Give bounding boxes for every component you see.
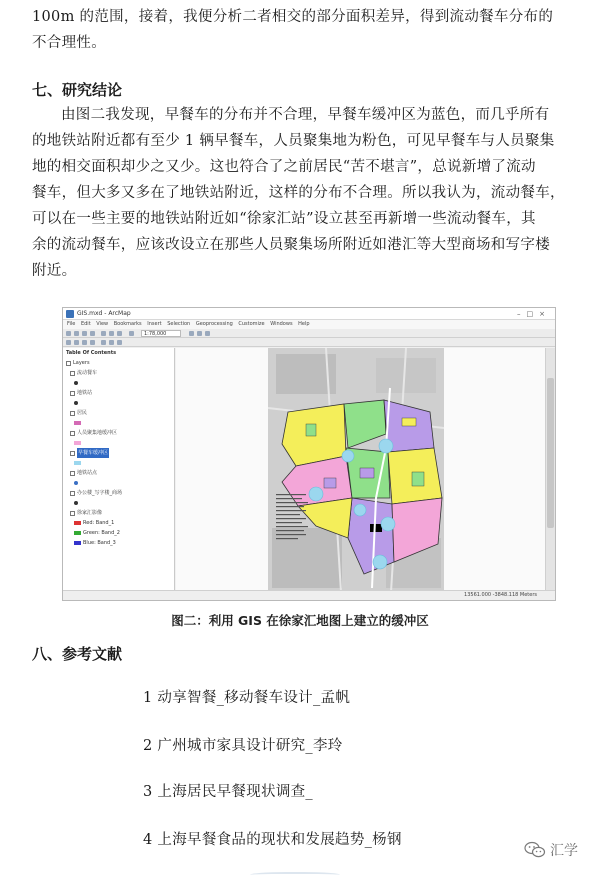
menu-file: File xyxy=(67,321,76,327)
conclusion-line: 的地铁站附近都有至少 1 辆早餐车，人员聚集地为粉色，可见早餐车与人员聚集 xyxy=(32,133,555,149)
page-bottom-decoration xyxy=(250,872,340,879)
toc-layer: 地铁站点 xyxy=(66,468,171,478)
toc-layer-selected: 早餐车缓冲区 xyxy=(66,448,171,458)
menu-customize: Customize xyxy=(238,321,265,327)
toc-band: Blue: Band_3 xyxy=(66,538,171,548)
select-features-icon xyxy=(101,340,106,345)
menu-insert: Insert xyxy=(147,321,162,327)
pan-icon xyxy=(82,340,87,345)
search-icon xyxy=(205,331,210,336)
arcmap-toolbar-2 xyxy=(63,338,555,347)
toc-symbol xyxy=(66,418,171,428)
buffer-circle xyxy=(373,555,387,569)
toc-layer: 流动餐车 xyxy=(66,368,171,378)
cut-icon xyxy=(101,331,106,336)
arcmap-window-title: GIS.mxd - ArcMap xyxy=(77,310,131,317)
section-8-heading: 八、参考文献 xyxy=(32,645,123,663)
conclusion-line: 由图二我发现，早餐车的分布并不合理，早餐车缓冲区为蓝色，而几乎所有 xyxy=(61,107,550,123)
map-vertical-scrollbar xyxy=(545,348,555,592)
buffer-map-graphic xyxy=(176,348,546,592)
arcmap-status-bar xyxy=(63,590,555,600)
identify-icon xyxy=(109,340,114,345)
wechat-watermark xyxy=(524,840,578,860)
measure-icon xyxy=(117,340,122,345)
toc-band: Green: Band_2 xyxy=(66,528,171,538)
copy-icon xyxy=(109,331,114,336)
arcmap-menu-bar xyxy=(63,320,555,329)
toc-layer: 人员聚集地缓冲区 xyxy=(66,428,171,438)
toc-symbol xyxy=(66,438,171,448)
toc-symbol xyxy=(66,378,171,388)
editor-icon xyxy=(189,331,194,336)
catalog-icon xyxy=(197,331,202,336)
new-map-icon xyxy=(66,331,71,336)
print-icon xyxy=(90,331,95,336)
full-extent-icon xyxy=(90,340,95,345)
section-7-heading: 七、研究结论 xyxy=(32,81,123,99)
menu-geoprocessing: Geoprocessing xyxy=(195,321,233,327)
save-icon xyxy=(82,331,87,336)
conclusion-line: 可以在一些主要的地铁站附近如“徐家汇站”设立甚至再新增一些流动餐车，其 xyxy=(32,211,536,227)
toc-band: Red: Band_1 xyxy=(66,518,171,528)
arcmap-toolbar-1 xyxy=(63,329,555,338)
toc-layer: 居民 xyxy=(66,408,171,418)
buffer-circle xyxy=(379,439,393,453)
menu-edit: Edit xyxy=(80,321,91,327)
menu-selection: Selection xyxy=(167,321,191,327)
toc-symbol xyxy=(66,478,171,488)
add-data-icon xyxy=(129,331,134,336)
status-coordinates: 13561.000 -3848.118 Meters xyxy=(464,592,537,598)
conclusion-line: 餐车，但大多又多在了地铁站附近，这样的分布不合理。所以我认为，流动餐车， xyxy=(32,185,565,201)
buffer-circle xyxy=(354,504,366,516)
intro-line-1: 100m 的范围，接着，我便分析二者相交的部分面积差异，得到流动餐车分布的 xyxy=(32,9,554,25)
watermark-text: 汇学 xyxy=(550,843,578,859)
zoom-in-icon xyxy=(66,340,71,345)
conclusion-line: 附近。 xyxy=(32,263,77,279)
window-controls-icon: –□× xyxy=(517,310,551,318)
reference-item: 1 动享智餐_移动餐车设计_孟帆 xyxy=(143,690,351,706)
intro-paragraph xyxy=(32,4,570,56)
toc-symbol xyxy=(66,498,171,508)
intro-line-2: 不合理性。 xyxy=(32,35,106,51)
buffer-circle xyxy=(381,517,395,531)
toc-layer: 办公楼_写字楼_商场 xyxy=(66,488,171,498)
figure-caption: 图二：利用 GIS 在徐家汇地图上建立的缓冲区 xyxy=(171,613,429,628)
map-scale-box: 1:78,000 xyxy=(141,330,181,337)
conclusion-line: 地的相交面积却少之又少。这也符合了之前居民“苦不堪言”，总说新增了流动 xyxy=(32,159,536,175)
menu-view: View xyxy=(96,321,109,327)
black-building xyxy=(370,524,382,532)
arcmap-screenshot-figure xyxy=(62,307,556,601)
toc-layer-group: Layers xyxy=(66,358,171,368)
reference-item: 3 上海居民早餐现状调查_ xyxy=(143,784,313,800)
buffer-circle xyxy=(342,450,354,462)
arcmap-title-bar xyxy=(63,308,555,320)
zoom-out-icon xyxy=(74,340,79,345)
open-icon xyxy=(74,331,79,336)
menu-help: Help xyxy=(298,321,310,327)
menu-bookmarks: Bookmarks xyxy=(113,321,142,327)
reference-item: 2 广州城市家具设计研究_李玲 xyxy=(143,738,343,754)
toc-layer: 徐家汇影像 xyxy=(66,508,171,518)
conclusion-line: 余的流动餐车，应该改设立在那些人员聚集场所附近如港汇等大型商场和写字楼 xyxy=(32,237,550,253)
wechat-icon xyxy=(524,841,546,859)
reference-item: 4 上海早餐食品的现状和发展趋势_杨钢 xyxy=(143,832,402,848)
toc-title: Table Of Contents xyxy=(66,350,117,356)
toc-layer: 地铁站 xyxy=(66,388,171,398)
buffer-circle xyxy=(309,487,323,501)
paste-icon xyxy=(117,331,122,336)
section-7-paragraph xyxy=(32,102,570,284)
toc-symbol xyxy=(66,398,171,408)
toc-symbol xyxy=(66,458,171,468)
arcmap-app-icon xyxy=(66,310,74,318)
map-view xyxy=(176,348,546,592)
table-of-contents-panel xyxy=(63,348,175,592)
menu-windows: Windows xyxy=(270,321,293,327)
